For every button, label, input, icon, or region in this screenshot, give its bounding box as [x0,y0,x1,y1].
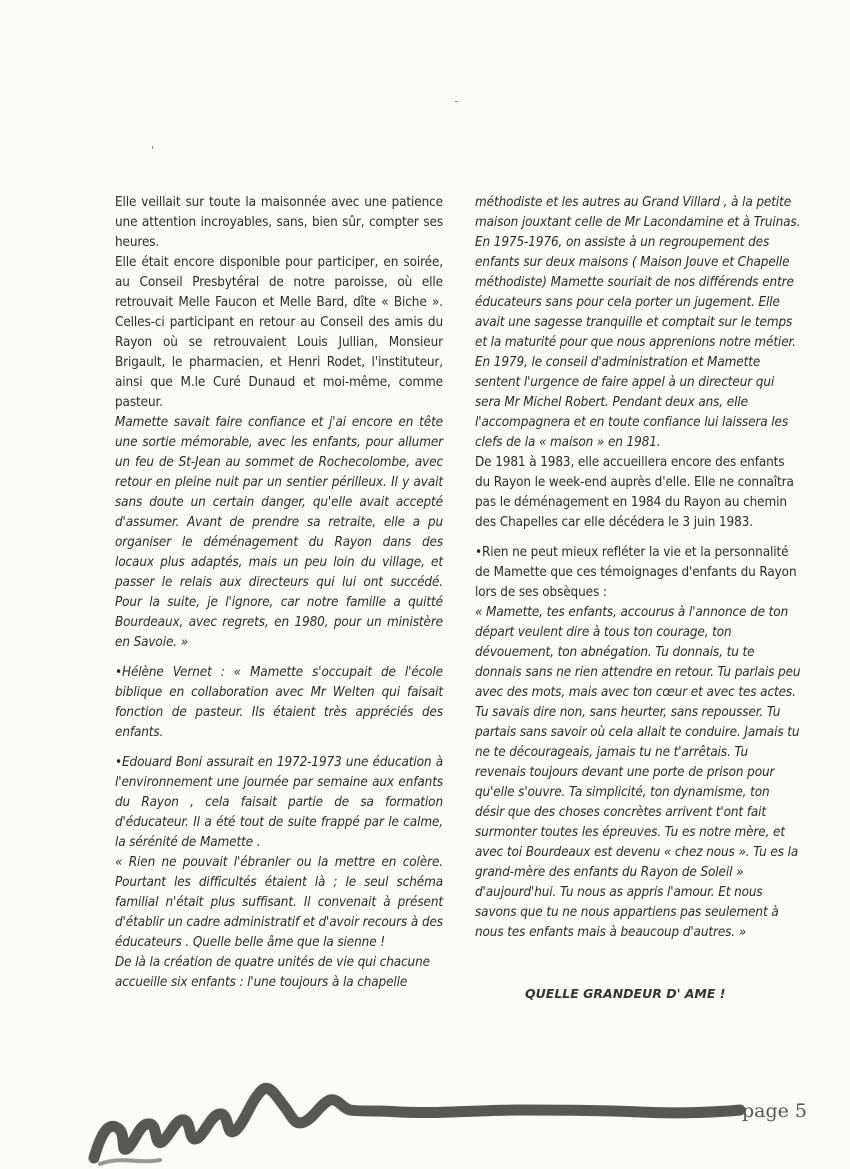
paragraph-helene-vernet: • Hélène Vernet : « Mamette s'occupait de l'école biblique en collaboration avec Mr Welten qui faisait fonction de pasteur. Ils étaient très appréciés des enfants. [115,663,443,743]
paragraph-feu-st-jean: Mamette savait faire confiance et j'ai encore en tête une sortie mémorable, avec les enfants, pour allumer un feu de St-Jean au sommet de Rochecolombe, avec retour en pleine nuit par un sentier périlleux. Il y avait sans doute un certain danger, qu'elle avait accepté d'assumer. Avant de prendre sa retraite, elle a pu organiser le déménagement du Rayon dans des locaux plus adaptés, mais un peu loin du village, et passer le relais aux directeurs qui lui ont succédé. Pour la suite, je l'ignore, car notre famille a quitté Bourdeaux, avec regrets, en 1980, pour un ministère en Savoie. » [115,415,443,650]
closing-exclamation: QUELLE GRANDEUR D' AME ! [525,986,726,1001]
paragraph-1979: En 1979, le conseil d'administration et Mamette sentent l'urgence de faire appel à un directeur qui sera Mr Michel Robert. Pendant deux ans, elle l'accompagnera et en toute confiance lui laissera les clefs de la « maison » en 1981. [475,355,788,450]
right-column [475,193,801,943]
paragraph-household: Elle veillait sur toute la maisonnée avec une patience une attention incroyables, sans, bien sûr, compter ses heures. [115,195,443,250]
ink-scribble [80,1060,770,1169]
paragraph-conseil: Elle était encore disponible pour participer, en soirée, au Conseil Presbytéral de notre paroisse, où elle retrouvait Melle Faucon et Melle Bard, dîte « Biche ». Celles-ci participant en retour au Conseil des amis du Rayon où se retrouvaient Louis Jullian, Monsieur Brigault, le pharmacien, et Henri Rodet, l'instituteur, ainsi que M.le Curé Dunaud et moi-même, comme pasteur. [115,255,443,410]
paragraph-1981-1983: De 1981 à 1983, elle accueillera encore des enfants du Rayon le week-end auprès d'elle. Elle ne connaîtra pas le déménagement en 1984 du Rayon au chemin des Chapelles car elle décédera le 3 juin 1983. [475,455,794,530]
paragraph-methodiste: méthodiste et les autres au Grand Villard , à la petite maison jouxtant celle de Mr Lacondamine et à Truinas. En 1975-1976, on assiste à un regroupement des enfants sur deux maisons ( Maison Jouve et Chapelle méthodiste) Mamette souriait de nos différends entre éducateurs sans pour cela porter un jugement. Elle avait une sagesse tranquille et comptait sur le temps et la maturité pour que nous apprenions notre métier. [475,195,801,350]
left-column [115,193,443,993]
paragraph-rien-ebranler: « Rien ne pouvait l'ébranler ou la mettre en colère. Pourtant les difficultés étaient là ; le seul schéma familial n'était plus suffisant. Il convenait à présent d'établir un cadre administratif et d'avoir recours à des éducateurs . Quelle belle âme que la sienne ! [115,855,443,950]
paragraph-temoignage-enfants: « Mamette, tes enfants, accourus à l'annonce de ton départ veulent dire à tous ton courage, ton dévouement, ton abnégation. Tu donnais, tu te donnais sans ne rien attendre en retour. Tu parlais peu avec des mots, mais avec ton cœur et avec tes actes. Tu savais dire non, sans heurter, sans repousser. Tu partais sans savoir où cela allait te conduire. Jamais tu ne te décourageais, jamais tu ne t'arrêtais. Tu revenais toujours devant une porte de prison pour qu'elle s'ouvre. Ta simplicité, ton dynamisme, ton désir que des choses concrètes arrivent t'ont fait surmonter toutes les épreuves. Tu es notre mère, et avec toi Bourdeaux est devenu « chez nous ». Tu es la grand-mère des enfants du Rayon de Soleil » d'aujourd'hui. Tu nous as appris l'amour. Et nous savons que tu ne nous appartiens pas seulement à nous tes enfants mais à beaucoup d'autres. » [475,605,801,940]
paragraph-temoignages-intro: • Rien ne peut mieux refléter la vie et la personnalité de Mamette que ces témoignages d'enfants du Rayon lors de ses obsèques : [475,543,801,603]
scan-speck [455,101,458,102]
scan-speck [152,146,153,149]
paragraph-unites-de-vie: De là la création de quatre unités de vie qui chacune accueille six enfants : l'une toujours à la chapelle [115,955,430,990]
paragraph-edouard-boni: • Edouard Boni assurait en 1972-1973 une éducation à l'environnement une journée par semaine aux enfants du Rayon , cela faisait partie de sa formation d'éducateur. Il a été tout de suite frappé par le calme, la sérénité de Mamette . [115,753,443,853]
page-number: page 5 [742,1100,808,1122]
